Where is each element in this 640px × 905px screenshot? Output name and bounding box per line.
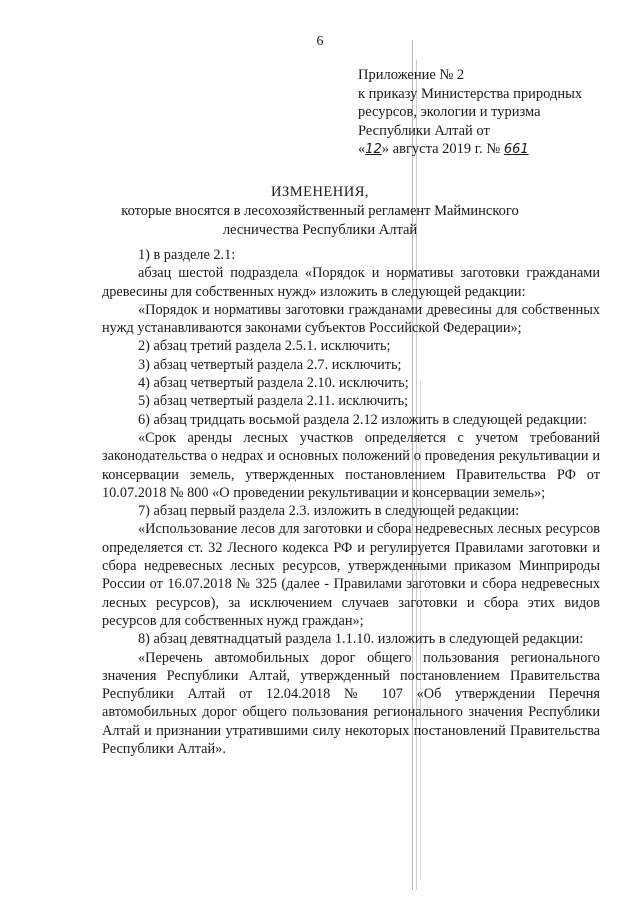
appendix-line-2: к приказу Министерства природных (358, 85, 583, 102)
appendix-block (358, 66, 582, 160)
appendix-date-line (358, 140, 582, 160)
paragraph: «Срок аренды лесных участков определяется с учетом требований законодательства о недрах и основных положений о проведения рекультивации и консервации земель, утвержденных постановлением Правительства РФ от 10.07.2018 № 800 «О проведении рекультивации и консервации земель»; (102, 429, 600, 501)
heading-title: ИЗМЕНЕНИЯ, (270, 184, 370, 200)
paragraph: 5) абзац четвертый раздела 2.11. исключить; (138, 393, 409, 410)
scan-artifact-line (420, 380, 421, 880)
appendix-line-4: Республики Алтай от (358, 122, 490, 139)
paragraph: 2) абзац третий раздела 2.5.1. исключить; (138, 338, 391, 355)
heading-subtitle-2: лесничества Республики Алтай (222, 222, 418, 238)
date-rest: » августа 2019 г. № (381, 141, 501, 157)
date-prefix: « (358, 141, 366, 157)
paragraph: 1) в разделе 2.1: (138, 247, 236, 263)
appendix-line-1: Приложение № 2 (358, 67, 465, 83)
heading-subtitle-1: которые вносятся в лесохозяйственный регламент Майминского (121, 203, 519, 219)
document-body (102, 246, 600, 758)
paragraph: «Использование лесов для заготовки и сбора недревесных лесных ресурсов определяется ст. 32 Лесного кодекса РФ и регулируется Правилами заготовки и сбора недревесных лесных ресурсов, утвержденными приказом Минприроды России от 16.07.2018 № 325 (далее - Правилами заготовки и сбора недревесных лесных ресурсов), за исключением случаев заготовки и сбора этих видов ресурсов для собственных нужд граждан»; (102, 521, 600, 629)
paragraph: 8) абзац девятнадцатый раздела 1.1.10. изложить в следующей редакции: (138, 631, 584, 648)
handwritten-order-number: 661 (503, 142, 529, 157)
paragraph: «Перечень автомобильных дорог общего пользования регионального значения Республики Алтай, утвержденный постановлением Правительства Республики Алтай от 12.04.2018 № 107 «Об утверждении Перечня автомобильных дорог общего пользования регионального значения Республики Алтай и признании утратившими силу некоторых постановлений Правительства Республики Алтай». (102, 649, 600, 758)
document-heading (0, 183, 640, 240)
paragraph: 6) абзац тридцать восьмой раздела 2.12 изложить в следующей редакции: (138, 411, 587, 428)
scan-artifact-line (416, 60, 417, 890)
appendix-line-3: ресурсов, экологии и туризма (358, 104, 541, 120)
paragraph: 4) абзац четвертый раздела 2.10. исключить; (138, 375, 409, 392)
paragraph: «Порядок и нормативы заготовки гражданами древесины для собственных нужд устанавливаются законами субъектов Российской Федерации»; (102, 301, 600, 337)
scan-artifact-line (412, 40, 413, 890)
page-number: 6 (316, 34, 324, 49)
paragraph: 3) абзац четвертый раздела 2.7. исключить; (138, 356, 402, 373)
paragraph: абзац шестой подраздела «Порядок и нормативы заготовки гражданами древесины для собственных нужд» изложить в следующей редакции: (102, 265, 600, 300)
paragraph: 7) абзац первый раздела 2.3. изложить в следующей редакции: (138, 503, 520, 520)
handwritten-day: 12 (365, 142, 382, 157)
